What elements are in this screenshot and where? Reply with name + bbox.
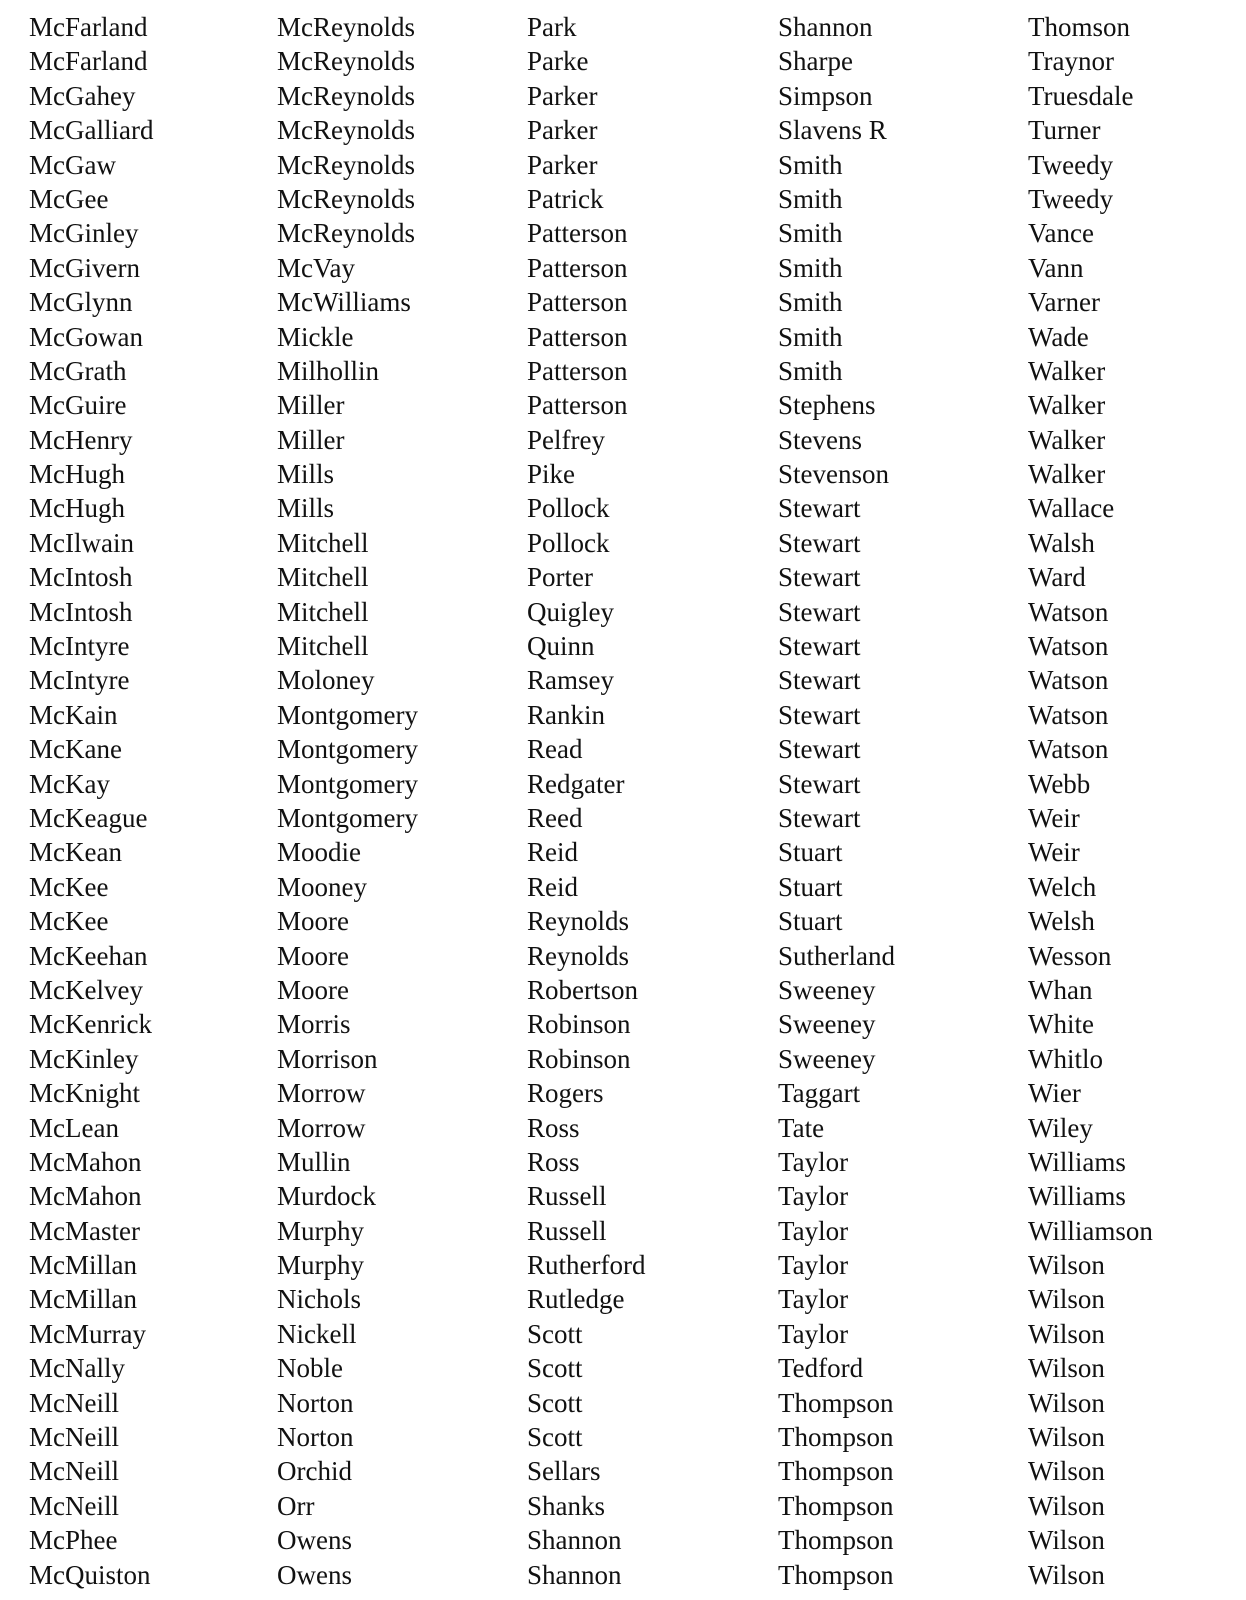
surname-entry: McQuiston bbox=[29, 1559, 151, 1590]
surname-entry: Weir bbox=[1028, 802, 1080, 833]
surname-entry: McGalliard bbox=[29, 115, 154, 146]
surname-entry: Parker bbox=[527, 80, 598, 111]
surname-entry: McGrath bbox=[29, 355, 127, 386]
surname-entry: McWilliams bbox=[277, 287, 411, 318]
surname-entry: Tate bbox=[778, 1112, 825, 1143]
surname-entry: McReynolds bbox=[277, 218, 415, 249]
surname-entry: Robertson bbox=[527, 974, 638, 1005]
surname-entry: Mitchell bbox=[277, 527, 369, 558]
surname-entry: Smith bbox=[778, 252, 843, 283]
surname-entry: Vance bbox=[1028, 218, 1094, 249]
surname-entry: Watson bbox=[1028, 596, 1109, 627]
surname-entry: Quinn bbox=[527, 631, 595, 662]
surname-entry: Turner bbox=[1028, 115, 1101, 146]
surname-entry: Shannon bbox=[527, 1559, 622, 1590]
surname-entry: Williams bbox=[1028, 1146, 1126, 1177]
surname-entry: Patterson bbox=[527, 390, 628, 421]
surname-entry: Mitchell bbox=[277, 596, 369, 627]
surname-entry: McGaw bbox=[29, 149, 116, 180]
surname-entry: Smith bbox=[778, 149, 843, 180]
surname-entry: Mitchell bbox=[277, 631, 369, 662]
surname-entry: Moloney bbox=[277, 665, 375, 696]
surname-entry: Stewart bbox=[778, 562, 861, 593]
surname-entry: McMurray bbox=[29, 1318, 146, 1349]
surname-entry: McReynolds bbox=[277, 12, 415, 42]
surname-entry: Rutherford bbox=[527, 1250, 646, 1281]
surname-entry: McNeill bbox=[29, 1387, 119, 1418]
surname-entry: Thompson bbox=[778, 1422, 894, 1453]
surname-entry: Parker bbox=[527, 115, 598, 146]
surname-entry: Mills bbox=[277, 493, 335, 524]
surname-entry: Stevenson bbox=[778, 459, 889, 490]
surname-entry: Mullin bbox=[277, 1146, 351, 1177]
surname-entry: McKelvey bbox=[29, 974, 143, 1005]
surname-entry: Quigley bbox=[527, 596, 614, 627]
surname-entry: Smith bbox=[778, 218, 843, 249]
surname-entry: McLean bbox=[29, 1112, 119, 1143]
surname-entry: Weir bbox=[1028, 837, 1080, 868]
surname-entry: Slavens R bbox=[778, 115, 887, 146]
name-column-3 bbox=[527, 10, 645, 1592]
surname-entry: Whan bbox=[1028, 974, 1093, 1005]
surname-entry: Stewart bbox=[778, 699, 861, 730]
surname-entry: McKee bbox=[29, 906, 109, 937]
surname-entry: Walker bbox=[1028, 459, 1106, 490]
surname-entry: Webb bbox=[1028, 768, 1091, 799]
surname-entry: McHenry bbox=[29, 424, 133, 455]
surname-entry: Stewart bbox=[778, 631, 861, 662]
surname-entry: McNeill bbox=[29, 1456, 119, 1487]
surname-entry: Morrow bbox=[277, 1078, 366, 1109]
surname-entry: McIntosh bbox=[29, 596, 133, 627]
surname-entry: Rankin bbox=[527, 699, 605, 730]
surname-entry: Wilson bbox=[1028, 1456, 1105, 1487]
surname-entry: Russell bbox=[527, 1181, 607, 1212]
surname-entry: Tedford bbox=[778, 1353, 864, 1384]
surname-entry: Smith bbox=[778, 355, 843, 386]
surname-entry: Norton bbox=[277, 1422, 354, 1453]
surname-entry: Thompson bbox=[778, 1387, 894, 1418]
surname-entry: McKay bbox=[29, 768, 110, 799]
surname-entry: McFarland bbox=[29, 46, 148, 77]
surname-entry: Smith bbox=[778, 287, 843, 318]
surname-entry: Sweeney bbox=[778, 1009, 876, 1040]
surname-entry: Robinson bbox=[527, 1009, 631, 1040]
surname-entry: Reynolds bbox=[527, 906, 630, 937]
surname-entry: Taylor bbox=[778, 1318, 849, 1349]
surname-entry: Stewart bbox=[778, 596, 861, 627]
surname-entry: Traynor bbox=[1028, 46, 1115, 77]
surname-entry: Patterson bbox=[527, 252, 628, 283]
surname-entry: Rutledge bbox=[527, 1284, 625, 1315]
surname-entry: Taylor bbox=[778, 1250, 849, 1281]
surname-entry: Thompson bbox=[778, 1490, 894, 1521]
surname-entry: McNally bbox=[29, 1353, 125, 1384]
surname-entry: Scott bbox=[527, 1387, 583, 1418]
surname-entry: Ross bbox=[527, 1112, 580, 1143]
surname-entry: Patterson bbox=[527, 355, 628, 386]
name-column-5 bbox=[1028, 10, 1153, 1592]
surname-entry: Walker bbox=[1028, 424, 1106, 455]
surname-entry: Sweeney bbox=[778, 974, 876, 1005]
surname-entry: Smith bbox=[778, 183, 843, 214]
surname-entry: McIlwain bbox=[29, 527, 134, 558]
surname-entry: McNeill bbox=[29, 1422, 119, 1453]
surname-entry: McReynolds bbox=[277, 46, 415, 77]
surname-entry: McIntosh bbox=[29, 562, 133, 593]
surname-entry: Moore bbox=[277, 940, 349, 971]
surname-entry: Patterson bbox=[527, 321, 628, 352]
surname-entry: Park bbox=[527, 12, 577, 42]
surname-entry: Stewart bbox=[778, 734, 861, 765]
surname-entry: McMahon bbox=[29, 1146, 142, 1177]
surname-entry: Stuart bbox=[778, 837, 843, 868]
surname-entry: Nichols bbox=[277, 1284, 361, 1315]
surname-entry: Mills bbox=[277, 459, 335, 490]
surname-entry: Watson bbox=[1028, 734, 1109, 765]
surname-entry: Watson bbox=[1028, 665, 1109, 696]
surname-entry: Shannon bbox=[527, 1525, 622, 1556]
surname-entry: Williams bbox=[1028, 1181, 1126, 1212]
surname-entry: McGee bbox=[29, 183, 109, 214]
surname-entry: McGahey bbox=[29, 80, 136, 111]
surname-entry: Sellars bbox=[527, 1456, 601, 1487]
surname-entry: McKain bbox=[29, 699, 118, 730]
surname-entry: Wilson bbox=[1028, 1250, 1105, 1281]
surname-entry: McFarland bbox=[29, 12, 148, 42]
surname-entry: McGinley bbox=[29, 218, 139, 249]
surname-entry: Robinson bbox=[527, 1043, 631, 1074]
surname-entry: Sharpe bbox=[778, 46, 853, 77]
surname-entry: McMahon bbox=[29, 1181, 142, 1212]
surname-entry: Sutherland bbox=[778, 940, 895, 971]
surname-entry: Wilson bbox=[1028, 1387, 1105, 1418]
surname-entry: Tweedy bbox=[1028, 149, 1114, 180]
surname-entry: Wilson bbox=[1028, 1284, 1105, 1315]
surname-entry: Varner bbox=[1028, 287, 1100, 318]
surname-entry: McIntyre bbox=[29, 665, 130, 696]
surname-entry: Scott bbox=[527, 1318, 583, 1349]
surname-entry: Wade bbox=[1028, 321, 1089, 352]
surname-entry: Thompson bbox=[778, 1559, 894, 1590]
surname-entry: Stewart bbox=[778, 527, 861, 558]
surname-entry: Patterson bbox=[527, 218, 628, 249]
surname-entry: Wiley bbox=[1028, 1112, 1093, 1143]
surname-entry: Mickle bbox=[277, 321, 354, 352]
surname-entry: Patrick bbox=[527, 183, 604, 214]
surname-entry: Thompson bbox=[778, 1525, 894, 1556]
surname-entry: Wilson bbox=[1028, 1490, 1105, 1521]
surname-entry: Norton bbox=[277, 1387, 354, 1418]
surname-entry: Noble bbox=[277, 1353, 343, 1384]
surname-entry: Montgomery bbox=[277, 699, 418, 730]
surname-entry: Stewart bbox=[778, 768, 861, 799]
surname-entry: Watson bbox=[1028, 699, 1109, 730]
surname-entry: McIntyre bbox=[29, 631, 130, 662]
surname-entry: Moore bbox=[277, 906, 349, 937]
surname-entry: Wier bbox=[1028, 1078, 1081, 1109]
surname-entry: Orchid bbox=[277, 1456, 352, 1487]
surname-entry: Taggart bbox=[778, 1078, 861, 1109]
surname-entry: Miller bbox=[277, 390, 345, 421]
surname-entry: Stuart bbox=[778, 871, 843, 902]
surname-entry: Taylor bbox=[778, 1215, 849, 1246]
surname-entry: Tweedy bbox=[1028, 183, 1114, 214]
surname-entry: Welch bbox=[1028, 871, 1097, 902]
surname-entry: McKinley bbox=[29, 1043, 139, 1074]
surname-entry: McVay bbox=[277, 252, 355, 283]
surname-entry: Walsh bbox=[1028, 527, 1095, 558]
name-column-4 bbox=[778, 10, 895, 1592]
surname-entry: McKeague bbox=[29, 802, 148, 833]
surname-entry: Montgomery bbox=[277, 802, 418, 833]
surname-entry: Wilson bbox=[1028, 1318, 1105, 1349]
surname-entry: Simpson bbox=[778, 80, 873, 111]
surname-entry: Porter bbox=[527, 562, 593, 593]
surname-entry: Rogers bbox=[527, 1078, 604, 1109]
surname-entry: Orr bbox=[277, 1490, 315, 1521]
surname-entry: Taylor bbox=[778, 1181, 849, 1212]
surname-entry: Williamson bbox=[1028, 1215, 1153, 1246]
surname-entry: Stevens bbox=[778, 424, 862, 455]
surname-entry: Pike bbox=[527, 459, 576, 490]
surname-entry: Ramsey bbox=[527, 665, 614, 696]
surname-entry: Nickell bbox=[277, 1318, 357, 1349]
surname-entry: Walker bbox=[1028, 390, 1106, 421]
surname-entry: Reid bbox=[527, 871, 578, 902]
surname-entry: Montgomery bbox=[277, 734, 418, 765]
surname-entry: Stuart bbox=[778, 906, 843, 937]
surname-entry: Owens bbox=[277, 1525, 352, 1556]
surname-entry: Sweeney bbox=[778, 1043, 876, 1074]
surname-entry: McReynolds bbox=[277, 183, 415, 214]
surname-entry: Wilson bbox=[1028, 1559, 1105, 1590]
surname-entry: McKean bbox=[29, 837, 122, 868]
surname-entry: Morrison bbox=[277, 1043, 378, 1074]
surname-entry: Morris bbox=[277, 1009, 351, 1040]
surname-entry: Owens bbox=[277, 1559, 352, 1590]
surname-entry: McKnight bbox=[29, 1078, 140, 1109]
surname-entry: Russell bbox=[527, 1215, 607, 1246]
surname-entry: Thomson bbox=[1028, 12, 1131, 42]
surname-entry: Stephens bbox=[778, 390, 876, 421]
surname-entry: Murphy bbox=[277, 1215, 364, 1246]
surname-entry: Mooney bbox=[277, 871, 367, 902]
surname-entry: Wilson bbox=[1028, 1353, 1105, 1384]
surname-entry: Pelfrey bbox=[527, 424, 605, 455]
surname-entry: Pollock bbox=[527, 527, 610, 558]
surname-entry: McMillan bbox=[29, 1284, 137, 1315]
surname-entry: Murphy bbox=[277, 1250, 364, 1281]
surname-entry: Milhollin bbox=[277, 355, 380, 386]
surname-entry: Wilson bbox=[1028, 1525, 1105, 1556]
surname-entry: Stewart bbox=[778, 665, 861, 696]
surname-entry: Patterson bbox=[527, 287, 628, 318]
surname-entry: Parker bbox=[527, 149, 598, 180]
surname-entry: Vann bbox=[1028, 252, 1084, 283]
surname-entry: McReynolds bbox=[277, 80, 415, 111]
surname-entry: McKane bbox=[29, 734, 122, 765]
name-column-2 bbox=[277, 10, 418, 1592]
surname-entry: Shannon bbox=[778, 12, 873, 42]
surname-entry: Smith bbox=[778, 321, 843, 352]
surname-entry: Reid bbox=[527, 837, 578, 868]
surname-entry: McMaster bbox=[29, 1215, 140, 1246]
surname-entry: Thompson bbox=[778, 1456, 894, 1487]
surname-entry: Pollock bbox=[527, 493, 610, 524]
surname-entry: McKenrick bbox=[29, 1009, 152, 1040]
surname-entry: Whitlo bbox=[1028, 1043, 1103, 1074]
surname-entry: Montgomery bbox=[277, 768, 418, 799]
surname-entry: Wilson bbox=[1028, 1422, 1105, 1453]
surname-entry: McGivern bbox=[29, 252, 140, 283]
surname-entry: White bbox=[1028, 1009, 1094, 1040]
surname-entry: Morrow bbox=[277, 1112, 366, 1143]
surname-entry: McGuire bbox=[29, 390, 127, 421]
surname-entry: McKeehan bbox=[29, 940, 148, 971]
surname-entry: Ward bbox=[1028, 562, 1086, 593]
surname-entry: Reynolds bbox=[527, 940, 630, 971]
surname-entry: Miller bbox=[277, 424, 345, 455]
surname-entry: Watson bbox=[1028, 631, 1109, 662]
surname-entry: Scott bbox=[527, 1353, 583, 1384]
surname-entry: McGowan bbox=[29, 321, 143, 352]
surname-entry: McPhee bbox=[29, 1525, 118, 1556]
surname-entry: McKee bbox=[29, 871, 109, 902]
surname-entry: Wallace bbox=[1028, 493, 1115, 524]
surname-entry: McReynolds bbox=[277, 115, 415, 146]
surname-entry: Read bbox=[527, 734, 583, 765]
surname-entry: Walker bbox=[1028, 355, 1106, 386]
surname-entry: Scott bbox=[527, 1422, 583, 1453]
surname-entry: Murdock bbox=[277, 1181, 376, 1212]
surname-entry: McHugh bbox=[29, 493, 125, 524]
surname-entry: Mitchell bbox=[277, 562, 369, 593]
surname-entry: Wesson bbox=[1028, 940, 1112, 971]
surname-entry: Moodie bbox=[277, 837, 361, 868]
surname-entry: Parke bbox=[527, 46, 589, 77]
surname-entry: McNeill bbox=[29, 1490, 119, 1521]
surname-entry: Ross bbox=[527, 1146, 580, 1177]
surname-entry: Stewart bbox=[778, 802, 861, 833]
surname-entry: McReynolds bbox=[277, 149, 415, 180]
surname-entry: Taylor bbox=[778, 1146, 849, 1177]
surname-entry: Taylor bbox=[778, 1284, 849, 1315]
surname-entry: Truesdale bbox=[1028, 80, 1134, 111]
surname-entry: Stewart bbox=[778, 493, 861, 524]
name-column-1 bbox=[29, 10, 153, 1592]
surname-entry: McHugh bbox=[29, 459, 125, 490]
surname-entry: Reed bbox=[527, 802, 583, 833]
surname-entry: McGlynn bbox=[29, 287, 133, 318]
surname-entry: Shanks bbox=[527, 1490, 606, 1521]
surname-entry: Moore bbox=[277, 974, 349, 1005]
surname-entry: McMillan bbox=[29, 1250, 137, 1281]
surname-entry: Redgater bbox=[527, 768, 625, 799]
surname-entry: Welsh bbox=[1028, 906, 1095, 937]
